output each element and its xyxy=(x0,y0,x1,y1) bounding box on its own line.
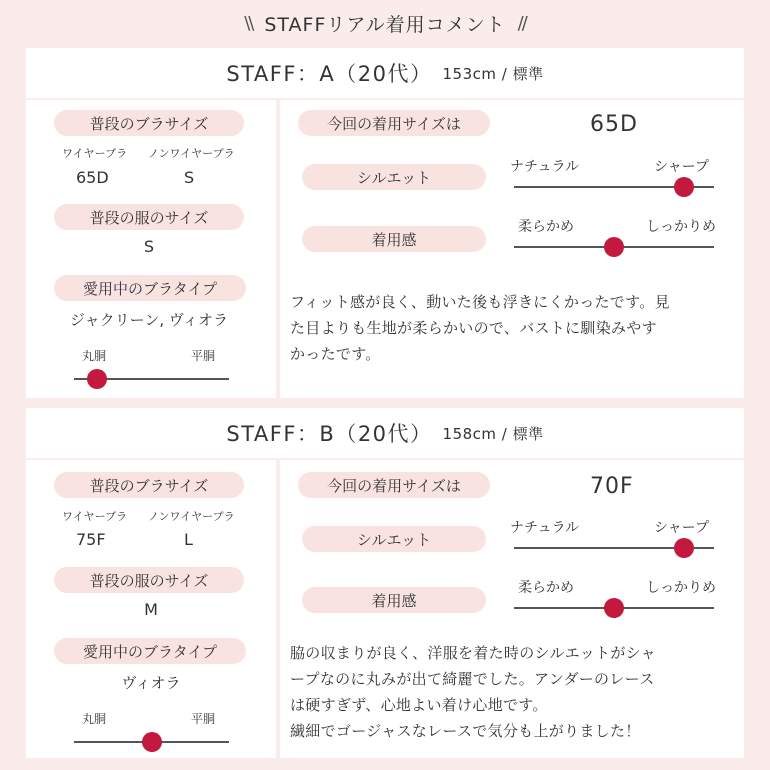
staff-a-wire-label: ワイヤーブラ xyxy=(62,147,128,160)
staff-b-comment-line: 脇の収まりが良く、洋服を着た時のシルエットがシャ xyxy=(290,644,656,662)
staff-a-usual-clothes-size-label: 普段の服のサイズ xyxy=(54,204,244,230)
staff-b-usual-clothes-size-label: 普段の服のサイズ xyxy=(54,567,244,593)
staff-a-left-panel xyxy=(26,100,276,398)
staff-a-silhouette-right: シャープ xyxy=(654,159,710,175)
staff-a-usual-bra-size-label: 普段のブラサイズ xyxy=(54,110,244,136)
staff-b-comment-line: は硬すぎず、心地よい着け心地です。 xyxy=(290,696,548,714)
staff-a-silhouette-marker xyxy=(674,177,694,197)
staff-b-body-scale-marker xyxy=(142,732,162,752)
staff-a-feel-left: 柔らかめ xyxy=(518,219,574,235)
staff-b-worn-size-label: 今回の着用サイズは xyxy=(298,472,490,498)
header-title: STAFFリアル着用コメント xyxy=(264,13,506,36)
staff-b-silhouette-marker xyxy=(674,538,694,558)
staff-a-comment-line: た目よりも生地が柔らかいので、バストに馴染みやす xyxy=(290,319,657,337)
staff-b-feel-left: 柔らかめ xyxy=(518,580,574,596)
staff-a-bra-type-value: ジャクリーン, ヴィオラ xyxy=(69,311,229,329)
staff-a-feel-right: しっかりめ xyxy=(646,219,716,235)
staff-a-nonwire-value: S xyxy=(184,168,195,187)
section-header xyxy=(0,0,770,46)
staff-a-bra-type-label: 愛用中のブラタイプ xyxy=(54,275,246,301)
staff-a-name: STAFF：A（20代） xyxy=(226,62,433,86)
staff-a-body-scale-marker xyxy=(87,369,107,389)
staff-a-comment-line: かったです。 xyxy=(290,345,381,363)
staff-a-feel-marker xyxy=(604,237,624,257)
staff-b-nonwire-label: ノンワイヤーブラ xyxy=(148,510,235,523)
staff-b-feel-label: 着用感 xyxy=(302,587,486,613)
staff-b-bra-type-value: ヴィオラ xyxy=(121,674,181,692)
staff-a-clothes-value: S xyxy=(143,237,155,256)
staff-a-meta: 153cm / 標準 xyxy=(442,64,544,83)
staff-a-comment-line: フィット感が良く、動いた後も浮きにくかったです。見 xyxy=(290,293,670,311)
staff-b-nonwire-value: L xyxy=(184,530,193,549)
staff-b-body-left-label: 丸胴 xyxy=(82,712,107,726)
staff-b-right-panel xyxy=(280,460,744,758)
staff-b-wire-value: 75F xyxy=(76,530,106,549)
staff-a-body-left-label: 丸胴 xyxy=(82,349,107,363)
staff-b-feel-marker xyxy=(604,598,624,618)
staff-b-wire-label: ワイヤーブラ xyxy=(62,510,128,523)
staff-a-right-panel xyxy=(280,100,744,398)
staff-b-left-panel xyxy=(26,460,276,758)
staff-a-silhouette-left: ナチュラル xyxy=(510,159,580,175)
staff-b-silhouette-left: ナチュラル xyxy=(510,520,580,536)
staff-b-silhouette-right: シャープ xyxy=(654,520,710,536)
header-right-mark: // xyxy=(517,12,526,34)
staff-a-body-right-label: 平胴 xyxy=(191,349,216,363)
header-left-mark: \\ xyxy=(244,12,253,34)
staff-a-comment xyxy=(290,289,740,367)
staff-b-usual-bra-size-label: 普段のブラサイズ xyxy=(54,472,244,498)
staff-b-feel-right: しっかりめ xyxy=(646,580,716,596)
staff-b-name: STAFF：B（20代） xyxy=(226,422,433,446)
staff-b-clothes-value: M xyxy=(144,600,158,619)
staff-a-nonwire-label: ノンワイヤーブラ xyxy=(148,147,235,160)
staff-b-meta: 158cm / 標準 xyxy=(442,424,544,443)
staff-b-comment-line: ープなのに丸みが出て綺麗でした。アンダーのレース xyxy=(290,670,655,688)
staff-b-worn-size-value: 70F xyxy=(590,474,634,499)
staff-a-feel-label: 着用感 xyxy=(302,226,486,252)
staff-a-worn-size-value: 65D xyxy=(590,112,638,137)
staff-b-silhouette-label: シルエット xyxy=(302,526,486,552)
staff-a-worn-size-label: 今回の着用サイズは xyxy=(298,110,490,136)
staff-b-comment-line: 繊細でゴージャスなレースで気分も上がりました！ xyxy=(290,722,641,740)
staff-a-title-bar xyxy=(26,48,744,98)
staff-b-bra-type-label: 愛用中のブラタイプ xyxy=(54,638,246,664)
staff-b-body-right-label: 平胴 xyxy=(191,712,216,726)
staff-a-silhouette-label: シルエット xyxy=(302,164,486,190)
staff-a-wire-value: 65D xyxy=(76,168,109,187)
staff-b-comment xyxy=(290,640,740,744)
staff-b-title-bar xyxy=(26,408,744,458)
